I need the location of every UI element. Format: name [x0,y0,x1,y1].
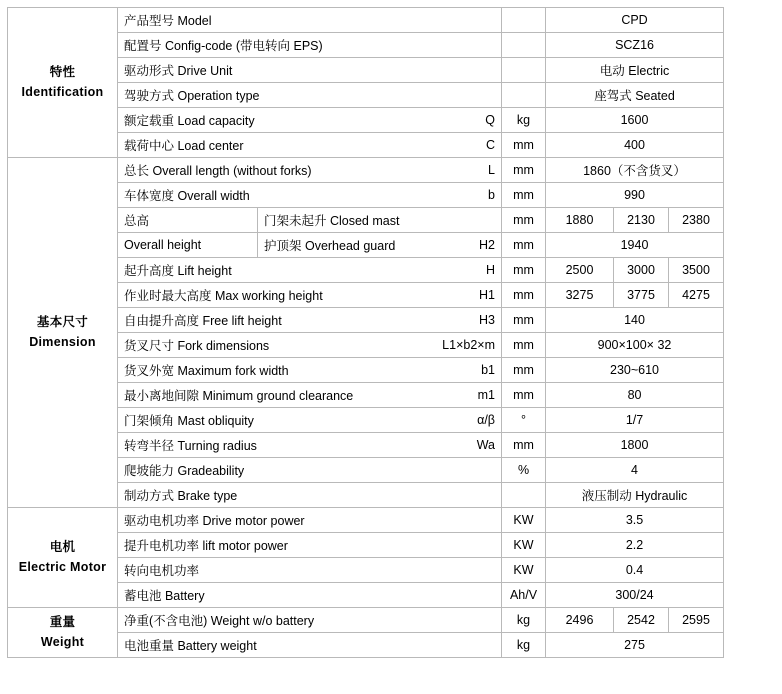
value-cell: 3775 [614,283,669,308]
item-label-text: Overall height [124,238,202,252]
table-row [8,308,780,333]
item-label-text: 最小离地间隙 Minimum ground clearance [124,389,354,403]
specification-table [7,7,780,658]
item-label [118,608,502,633]
item-label-text: 车体宽度 Overall width [124,189,250,203]
value-cell: 1800 [546,433,724,458]
item-symbol: b [488,188,495,202]
table-row [8,58,780,83]
item-sublabel-text: 门架未起升 Closed mast [264,214,400,228]
value-cell: 2496 [546,608,614,633]
item-label-text: 转弯半径 Turning radius [124,439,257,453]
item-label-text: 驱动形式 Drive Unit [124,64,233,78]
value-cell: 275 [546,633,724,658]
table-row [8,483,780,508]
section-label [8,508,118,608]
item-label-text: 作业时最大高度 Max working height [124,289,323,303]
item-label-text: 配置号 Config-code (带电转向 EPS) [124,39,323,53]
item-label [118,158,502,183]
table-row [8,358,780,383]
item-label-text: 蓄电池 Battery [124,589,205,603]
item-symbol: Wa [476,438,495,452]
item-label [118,458,502,483]
value-cell: 3500 [669,258,724,283]
item-label [118,583,502,608]
item-symbol: C [485,138,495,152]
table-row [8,233,780,258]
section-label [8,608,118,658]
unit-cell: mm [502,383,546,408]
table-row [8,283,780,308]
unit-cell [502,83,546,108]
unit-cell: mm [502,258,546,283]
table-body [8,8,780,658]
item-symbol: Q [485,113,495,127]
table-row [8,383,780,408]
unit-cell: mm [502,433,546,458]
table-row [8,83,780,108]
table-row [8,508,780,533]
item-label [118,233,258,258]
item-sublabel-text: 护顶架 Overhead guard [264,239,396,253]
value-cell: 2.2 [546,533,724,558]
item-label-text: 转向电机功率 [124,564,200,578]
unit-cell: KW [502,508,546,533]
unit-cell: mm [502,183,546,208]
unit-cell [502,483,546,508]
table-row [8,8,780,33]
unit-cell: mm [502,208,546,233]
unit-cell: mm [502,233,546,258]
value-cell: 1600 [546,108,724,133]
table-row [8,583,780,608]
item-label-text: 货叉尺寸 Fork dimensions [124,339,270,353]
value-cell: 0.4 [546,558,724,583]
item-label [118,183,502,208]
value-cell: 4275 [669,283,724,308]
item-sublabel [258,208,502,233]
item-symbol: L [488,163,495,177]
item-symbol: H1 [479,288,495,302]
unit-cell: KW [502,533,546,558]
value-cell: 400 [546,133,724,158]
value-cell: 座驾式 Seated [546,83,724,108]
table-row [8,33,780,58]
section-label-en: Identification [21,84,104,99]
item-label-text: 提升电机功率 lift motor power [124,539,288,553]
table-row [8,258,780,283]
value-cell: 2380 [669,208,724,233]
item-label [118,508,502,533]
item-label [118,358,502,383]
item-label-text: 额定载重 Load capacity [124,114,255,128]
item-label-text: 净重(不含电池) Weight w/o battery [124,614,315,628]
item-label-text: 总高 [124,214,150,228]
unit-cell: mm [502,333,546,358]
value-cell: 2130 [614,208,669,233]
item-label [118,83,502,108]
value-cell: 1880 [546,208,614,233]
item-label [118,58,502,83]
item-label [118,633,502,658]
section-label-cn: 电机 [49,540,76,555]
unit-cell: mm [502,133,546,158]
item-label [118,283,502,308]
item-label [118,33,502,58]
value-cell: CPD [546,8,724,33]
item-label-text: 爬坡能力 Gradeability [124,464,245,478]
value-cell: 230~610 [546,358,724,383]
unit-cell: mm [502,158,546,183]
table-row [8,633,780,658]
item-label [118,333,502,358]
table-row [8,183,780,208]
unit-cell: ° [502,408,546,433]
value-cell: 80 [546,383,724,408]
section-label-en: Dimension [29,334,96,349]
value-cell: 990 [546,183,724,208]
value-cell: 3000 [614,258,669,283]
value-cell: 电动 Electric [546,58,724,83]
item-label [118,433,502,458]
section-label-cn: 重量 [49,615,76,630]
value-cell: 2542 [614,608,669,633]
item-label [118,108,502,133]
section-label-en: Weight [40,634,85,649]
unit-cell: mm [502,308,546,333]
unit-cell: mm [502,358,546,383]
table-row [8,158,780,183]
unit-cell: kg [502,608,546,633]
table-row [8,558,780,583]
item-label [118,133,502,158]
unit-cell: Ah/V [502,583,546,608]
value-cell: 4 [546,458,724,483]
value-cell: 3.5 [546,508,724,533]
table-row [8,133,780,158]
unit-cell: kg [502,633,546,658]
item-label [118,483,502,508]
item-label [118,408,502,433]
value-cell: 140 [546,308,724,333]
value-cell: 300/24 [546,583,724,608]
table-row [8,608,780,633]
table-row [8,108,780,133]
item-label-text: 载荷中心 Load center [124,139,244,153]
value-cell: 2595 [669,608,724,633]
value-cell: 900×100× 32 [546,333,724,358]
item-label-text: 起升高度 Lift height [124,264,232,278]
item-label [118,8,502,33]
item-label-text: 驱动电机功率 Drive motor power [124,514,305,528]
item-label [118,308,502,333]
section-label-en: Electric Motor [18,559,107,574]
value-cell: 2500 [546,258,614,283]
value-cell: SCZ16 [546,33,724,58]
item-label-text: 自由提升高度 Free lift height [124,314,282,328]
unit-cell [502,8,546,33]
item-label-text: 驾驶方式 Operation type [124,89,260,103]
value-cell: 3275 [546,283,614,308]
table-row [8,433,780,458]
unit-cell [502,33,546,58]
item-symbol: L1×b2×m [442,338,495,352]
table-row [8,533,780,558]
item-symbol: H2 [479,238,495,252]
item-label [118,533,502,558]
item-symbol: α/β [477,413,495,427]
item-symbol: H [485,263,495,277]
unit-cell: % [502,458,546,483]
value-cell: 1940 [546,233,724,258]
value-cell: 1/7 [546,408,724,433]
section-label [8,158,118,508]
item-label-text: 产品型号 Model [124,14,212,28]
unit-cell: KW [502,558,546,583]
table-row [8,208,780,233]
item-label-text: 总长 Overall length (without forks) [124,164,312,178]
section-label [8,8,118,158]
table-row [8,408,780,433]
item-label-text: 电池重量 Battery weight [124,639,257,653]
unit-cell [502,58,546,83]
table-row [8,333,780,358]
item-symbol: b1 [481,363,495,377]
item-label-text: 制动方式 Brake type [124,489,238,503]
item-label-text: 货叉外宽 Maximum fork width [124,364,289,378]
item-label [118,208,258,233]
item-label [118,258,502,283]
value-cell: 液压制动 Hydraulic [546,483,724,508]
item-symbol: H3 [479,313,495,327]
unit-cell: kg [502,108,546,133]
unit-cell: mm [502,283,546,308]
item-label-text: 门架倾角 Mast obliquity [124,414,254,428]
item-symbol: m1 [477,388,495,402]
section-label-cn: 特性 [49,65,76,80]
section-label-cn: 基本尺寸 [36,315,89,330]
item-label [118,558,502,583]
item-label [118,383,502,408]
table-row [8,458,780,483]
value-cell: 1860（不含货叉） [546,158,724,183]
item-sublabel [258,233,502,258]
